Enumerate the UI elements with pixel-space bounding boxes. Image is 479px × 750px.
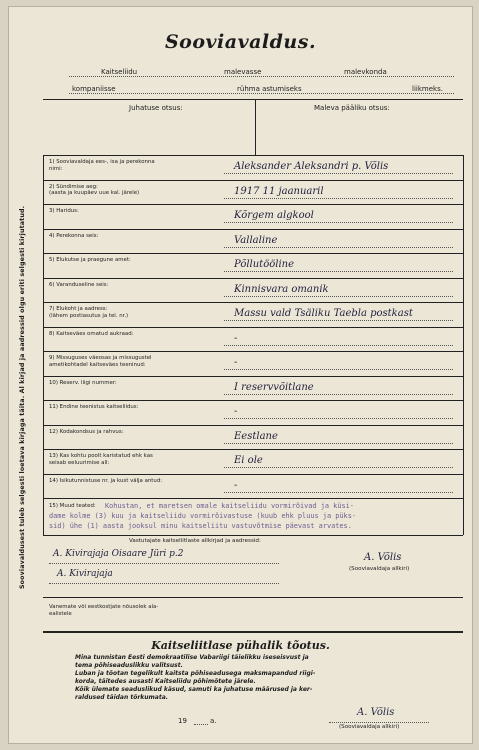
row-value: Ei ole xyxy=(234,455,263,466)
row-label: 6) Varanduseline seis: xyxy=(49,281,109,288)
row-value: Vallaline xyxy=(234,234,278,246)
row-separator xyxy=(43,204,463,205)
row-dotted-line xyxy=(224,320,453,321)
row-label: 10) Reserv. liigi nummer: xyxy=(49,379,117,386)
oath-line: Mina tunnistan Eesti demokraatilise Vabariigi täielikku iseseisvust ja xyxy=(75,654,309,661)
row-label: 14) Isikutunnistuse nr. ja kust välja antud: xyxy=(49,477,163,484)
oath-line: Kõik ülemate seaduslikud käsud, samuti ka juhatuse määrused ja ker- xyxy=(75,686,313,693)
row-value: - xyxy=(234,332,238,344)
row-value: - xyxy=(234,406,238,417)
guarantor-2-signature: A. Kivirajaja xyxy=(57,569,113,579)
decision-top-border xyxy=(43,99,463,100)
header-dotted-line xyxy=(69,93,454,94)
guarantor-line xyxy=(49,583,279,584)
row-label: 8) Kaitseväes omatud aukraad: xyxy=(49,330,134,337)
header-ruhma: rühma astumiseks xyxy=(237,85,302,93)
row-separator xyxy=(43,278,463,279)
row-dotted-line xyxy=(224,492,453,493)
row-value: Põllutööline xyxy=(234,259,294,270)
decision-bottom-border xyxy=(43,155,463,156)
footer-signature: A. Võlis xyxy=(357,707,395,718)
row-value: Kõrgem algkool xyxy=(234,210,314,221)
row-separator xyxy=(43,327,463,328)
row-dotted-line xyxy=(224,198,453,199)
decision-divider xyxy=(255,99,256,155)
row-dotted-line xyxy=(224,345,453,346)
footer-signature-line xyxy=(329,722,429,723)
row-15-typed-3: sid) ühe (1) aasta jooksul minu kaitseliitu vastuvõtmise päevast arvates. xyxy=(49,522,352,530)
row-label: 4) Perekonna seis: xyxy=(49,232,99,239)
row-dotted-line xyxy=(224,271,453,272)
row-separator xyxy=(43,351,463,352)
parents-consent-label: Vanemate või eestkostjate nõusolek ala- ealistele xyxy=(49,604,159,617)
row-value: Aleksander Aleksandri p. Võlis xyxy=(234,161,389,172)
guarantor-line xyxy=(49,563,279,564)
row-label: 2) Sündimise aeg: (aasta ja kuupäev uue kal. järele) xyxy=(49,183,140,196)
row-separator xyxy=(43,400,463,401)
decision-chief-label: Maleva pääliku otsus: xyxy=(314,104,390,112)
header-malevasse: malevasse xyxy=(224,68,262,76)
decision-board-label: Juhatuse otsus: xyxy=(129,104,183,112)
row-15-typed-1: Kohustan, et maretsen omale kaitseliidu vormirõivad ja küsi- xyxy=(105,502,354,510)
oath-line: raldused täidan tõrkumata. xyxy=(75,694,169,701)
footer-year-suffix: a. xyxy=(210,717,217,725)
row-separator xyxy=(43,376,463,377)
applicant-signature-caption: (Sooviavaldaja allkiri) xyxy=(349,566,410,572)
row-dotted-line xyxy=(224,369,453,370)
row-separator xyxy=(43,302,463,303)
application-form xyxy=(8,6,473,744)
row-value: I reservvõitlane xyxy=(234,381,314,393)
row-dotted-line xyxy=(224,467,453,468)
row-dotted-line xyxy=(224,394,453,395)
footer-year-prefix: 19 xyxy=(178,717,187,725)
page-title: Sooviavaldus. xyxy=(164,31,317,53)
row-label: 7) Elukoht ja aadress: (lähem postiasutus ja tel. nr.) xyxy=(49,306,129,319)
guarantors-bottom xyxy=(43,597,463,598)
footer-signature-caption: (Sooviavaldaja allkiri) xyxy=(339,724,400,730)
applicant-signature: A. Võlis xyxy=(364,552,402,563)
row-label: 1) Sooviavaldaja ees-, isa ja perekonna nimi: xyxy=(49,159,155,172)
guarantors-label: Vastutajate kaitseliitlaste allkirjad ja aadressid: xyxy=(129,538,261,544)
header-dotted-line xyxy=(69,76,454,77)
row-label: 12) Kodakondsus ja rahvus: xyxy=(49,428,124,435)
oath-line: Luban ja tõotan tegelikult kaitsta põhiseadusega maksmapandud riigi- xyxy=(75,670,316,677)
row-separator xyxy=(43,449,463,450)
row-15-label: 15) Muud teated: xyxy=(49,503,96,509)
row-value: - xyxy=(234,479,238,491)
row-dotted-line xyxy=(224,247,453,248)
row-separator xyxy=(43,229,463,230)
row-value: 1917 11 jaanuaril xyxy=(234,185,324,197)
row-separator xyxy=(43,253,463,254)
row-dotted-line xyxy=(224,443,453,444)
header-kaitseliidu: Kaitseliidu xyxy=(101,68,138,76)
row-label: 9) Missuguses väeosas ja missugustel ametikohtadel kaitseväes teeninud: xyxy=(49,355,152,368)
footer-year-line xyxy=(194,724,208,725)
header-kompaniisse: kompaniisse xyxy=(72,85,116,93)
row-separator xyxy=(43,180,463,181)
row-value: Eestlane xyxy=(234,430,278,442)
oath-line: korda, täitedes ausasti Kaitseliidu põhimõtete järele. xyxy=(75,678,256,685)
header-malevkonda: malevkonda xyxy=(344,68,387,76)
guarantor-1-signature: A. Kivirajaja Oisaare Jüri p.2 xyxy=(53,549,184,559)
row-separator xyxy=(43,474,463,475)
form-right-border xyxy=(463,155,464,535)
row-label: 11) Endine teenistus kaitseliidus: xyxy=(49,404,139,410)
row-separator xyxy=(43,498,463,499)
row-value: Kinnisvara omanik xyxy=(234,283,329,295)
row-dotted-line xyxy=(224,222,453,223)
form-bottom-border xyxy=(43,631,463,633)
header-liikmeks: liikmeks. xyxy=(412,85,443,93)
oath-title: Kaitseliitlase pühalik tõotus. xyxy=(151,639,330,652)
row-value: Massu vald Tsäliku Taebla postkast xyxy=(234,308,413,319)
row-separator xyxy=(43,425,463,426)
form-left-border xyxy=(43,155,44,535)
row-value: - xyxy=(234,357,238,368)
row-dotted-line xyxy=(224,173,453,174)
row-dotted-line xyxy=(224,418,453,419)
row-15-bottom xyxy=(43,535,463,536)
oath-line: tema põhiseaduslikku valitsust. xyxy=(75,662,183,669)
side-instruction: Sooviavaldusest tuleb selgesti loetava kirjaga täita. Al kirjad ja aadressid olgu eriti selgesti kirjutatud. xyxy=(19,205,26,589)
row-dotted-line xyxy=(224,296,453,297)
row-label: 3) Haridus: xyxy=(49,208,79,214)
row-label: 5) Elukutse ja praegune amet: xyxy=(49,257,131,263)
row-15-typed-2: dame kolme (3) kuu ja kaitseliidu vormirõivastuse (kuub ehk pluus ja püks- xyxy=(49,512,356,520)
row-label: 13) Kas kohtu poolt karistatud ehk kas seisab eeluurimise all: xyxy=(49,453,153,466)
